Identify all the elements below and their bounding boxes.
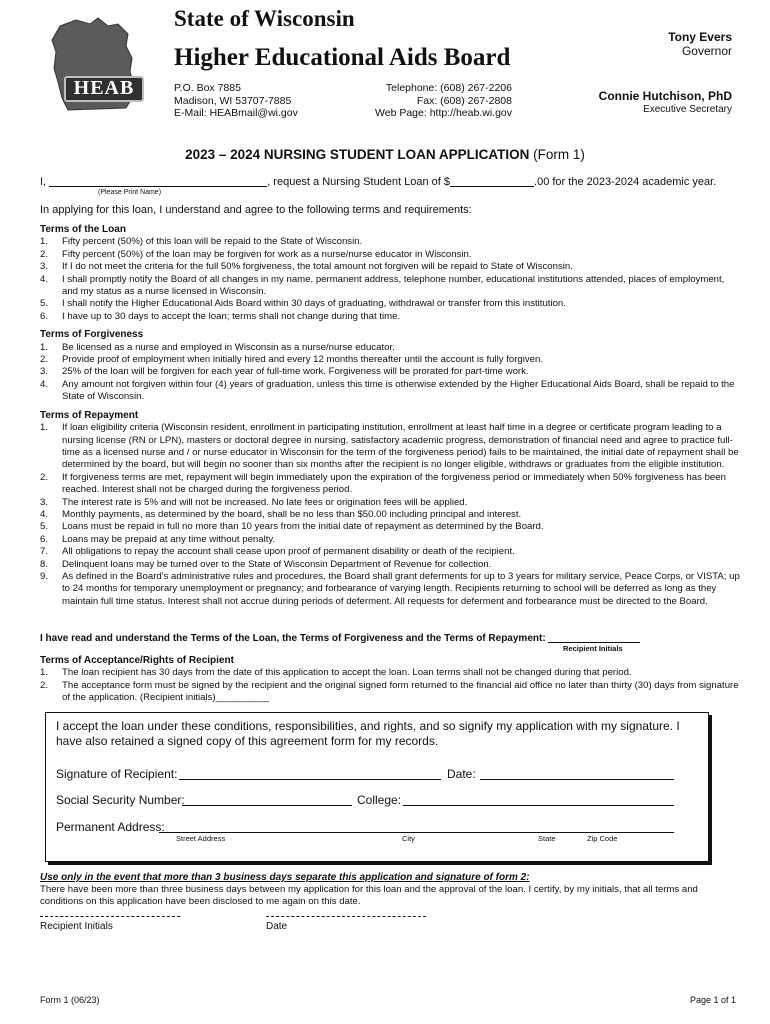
list-item: 3. If I do not meet the criteria for the full 50% forgiveness, the total amount not forgiven will be repaid to State of Wisconsin. [40,261,573,273]
item-text: Fifty percent (50%) of the loan may be forgiven for work as a nurse/nurse educator in Wisconsin. [62,248,472,260]
request-i: I, [40,176,47,188]
date-label: Date: [447,767,476,781]
list-item: 4. I shall promptly notify the Board of all changes in my name, permanent address, telephone number, educational institutions attended, places of employment, and my status as a nurse licensed in Wisconsin. [40,273,725,298]
request-line [40,175,716,188]
request-mid: , request a Nursing Student Loan of $ [267,176,451,188]
list-item: 2. If forgiveness terms are met, repayment will begin immediately upon the expiration of the forgiveness period or immediately when 50% forgiveness has been reached. Interest shall not be charged during the forgiveness period. [40,471,726,496]
governor-name: Tony Evers [668,30,732,44]
terms-loan-list [40,236,740,323]
board-title: Higher Educational Aids Board [174,44,511,71]
state-title: State of Wisconsin [174,6,355,31]
secretary-title: Executive Secretary [643,104,732,115]
form2-text: There have been more than three business days between my application for this loan and the approval of the loan. I certify, by my initials, that all terms and conditions on this application have been disclosed to me again on this date. [40,884,698,908]
acceptance-list [40,667,740,704]
item-text: Delinquent loans may be turned over to the State of Wisconsin Department of Revenue for collection. [62,558,492,570]
contact-info [340,82,512,120]
item-text: The acceptance form must be signed by the recipient and the original signed form returned to the financial aid office no later than thirty (30) days from signature of the application. (Recipient initials)__________ [62,679,739,704]
ack-text: I have read and understand the Terms of the Loan, the Terms of Forgiveness and the Terms of Repayment: [40,633,546,644]
acceptance-heading: Terms of Acceptance/Rights of Recipient [40,655,234,666]
mailing-address [174,82,298,120]
date-field[interactable] [480,779,674,780]
item-text: 25% of the loan will be forgiven for each year of full-time work. Forgiveness will be prorated for part-time work. [62,366,529,378]
item-text: Monthly payments, as determined by the board, shall be no less than $50.00 including principal and interest. [62,508,522,520]
list-item: 3. 25% of the loan will be forgiven for each year of full-time work. Forgiveness will be prorated for part-time work. [40,366,529,378]
request-end: .00 for the 2023-2024 academic year. [534,176,717,188]
form-title-text: 2023 – 2024 NURSING STUDENT LOAN APPLICATION [185,147,530,162]
ack-initials-field[interactable] [548,632,640,643]
item-text: Loans may be prepaid at any time without penalty. [62,533,276,545]
item-text: All obligations to repay the account shall cease upon proof of permanent disability or death of the recipient. [62,546,515,558]
street-label: Street Address [176,834,226,843]
form-title [0,147,770,162]
item-text: If loan eligibility criteria (Wisconsin resident, enrollment in participating institution, enrollment at least half time in a degree or certificate program leading to a nursing license (RN or LPN), masters or doctoral degree in nursing, satisfactory academic progress, demonstration of financial need and agree to practice full-time as a licensed nurse and / or nurse educator in Wisconsin for the term of the forgiveness period) fails to be maintained, the initial date of repayment shall be determined by the board, but will begin no sooner than six months after the recipient is no longer eligible, withdraws or graduates from the eligible institution. [62,422,739,471]
form2-initials-label: Recipient Initials [40,921,113,932]
list-item: 2. Provide proof of employment when initially hired and every 12 months thereafter until the account is fully forgiven. [40,354,544,366]
list-item: 4. Any amount not forgiven within four (4) years of graduation, unless this time is otherwise extended by the Higher Educational Aids Board, shall be repaid to the State of Wisconsin. [40,378,735,403]
form-number: (Form 1) [533,147,585,162]
college-label: College: [357,793,402,807]
item-text: If I do not meet the criteria for the full 50% forgiveness, the total amount not forgiven will be repaid to State of Wisconsin. [62,261,573,273]
state-label: State [538,834,556,843]
terms-repayment-heading: Terms of Repayment [40,409,139,421]
heab-logo [46,12,152,116]
zip-label: Zip Code [587,834,618,843]
address-field[interactable] [159,832,674,833]
city-label: City [402,834,415,843]
form2-initials-field[interactable] [40,916,180,917]
form-id: Form 1 (06/23) [40,995,100,1005]
item-text: I have up to 30 days to accept the loan; terms shall not change during that time. [62,310,401,322]
item-text: I shall notify the Higher Educational Aids Board within 30 days of graduating, withdrawal or transfer from this institution. [62,298,566,310]
list-item: 8. Delinquent loans may be turned over to the State of Wisconsin Department of Revenue for collection. [40,558,492,570]
name-field[interactable] [49,175,267,187]
list-item: 2. Fifty percent (50%) of the loan may be forgiven for work as a nurse/nurse educator in Wisconsin. [40,248,472,260]
po-box: P.O. Box 7885 [174,82,241,94]
item-text: The loan recipient has 30 days from the date of this application to accept the loan. Loan terms shall not be changed during that period. [62,667,632,679]
ack-line [40,632,640,644]
acceptance-statement: I accept the loan under these conditions, responsibilities, and rights, and so signify my application with my signature. I have also retained a signed copy of this agreement form for my records. [56,719,680,748]
item-text: If forgiveness terms are met, repayment will begin immediately upon the expiration of the forgiveness period or immediately when 50% forgiveness has been reached. Interest shall not be charged during the forgiveness period. [62,471,726,496]
list-item: 6. I have up to 30 days to accept the loan; terms shall not change during that time. [40,310,401,322]
city-zip: Madison, WI 53707-7885 [174,94,292,107]
telephone: Telephone: (608) 267-2206 [385,82,512,94]
web-page[interactable]: Web Page: http://heab.wi.gov [375,107,512,119]
ack-initials-label: Recipient Initials [563,644,623,653]
item-text: Any amount not forgiven within four (4) years of graduation, unless this time is otherwise extended by the Higher Educational Aids Board, shall be repaid to the State of Wisconsin. [62,378,735,403]
list-item: 2. The acceptance form must be signed by the recipient and the original signed form returned to the financial aid office no later than thirty (30) days from signature of the application. (Recipient initials)__________ [40,679,739,704]
list-item: 4. Monthly payments, as determined by the board, shall be no less than $50.00 including principal and interest. [40,508,522,520]
item-text: Fifty percent (50%) of this loan will be repaid to the State of Wisconsin. [62,236,363,248]
email[interactable]: E-Mail: HEABmail@wi.gov [174,107,298,119]
terms-loan-heading: Terms of the Loan [40,224,126,235]
address-label: Permanent Address: [56,820,165,834]
governor-title: Governor [681,44,732,58]
form2-date-field[interactable] [266,916,426,917]
college-field[interactable] [403,805,674,806]
item-text: Provide proof of employment when initially hired and every 12 months thereafter until the account is fully forgiven. [62,354,544,366]
list-item: 1. If loan eligibility criteria (Wisconsin resident, enrollment in participating institution, enrollment at least half time in a degree or certificate program leading to a nursing license (RN or LPN), masters or doctoral degree in nursing, satisfactory academic progress, demonstration of financial need and agree to practice full-time as a licensed nurse and / or nurse educator in Wisconsin for the term of the forgiveness period) fails to be maintained, the initial date of repayment shall be determined by the board, but will begin no sooner than six months after the recipient is no longer eligible, withdraws or graduates from the eligible institution. [40,422,739,471]
item-text: Be licensed as a nurse and employed in Wisconsin as a nurse/nurse educator. [62,341,395,353]
list-item: 6. Loans may be prepaid at any time without penalty. [40,533,276,545]
list-item: 1. The loan recipient has 30 days from the date of this application to accept the loan. Loan terms shall not be changed during that period. [40,667,632,679]
acceptance-section [40,655,740,705]
list-item: 5. Loans must be repaid in full no more than 10 years from the initial date of repayment as determined by the Board. [40,521,544,533]
terms-repayment-list [40,422,740,608]
page-number: Page 1 of 1 [689,995,736,1005]
form2-date-label: Date [266,921,288,932]
terms-section [40,224,740,608]
list-item: 1. Be licensed as a nurse and employed in Wisconsin as a nurse/nurse educator. [40,341,395,353]
list-item: 5. I shall notify the Higher Educational Aids Board within 30 days of graduating, withdrawal or transfer from this institution. [40,298,566,310]
print-name-label: (Please Print Name) [98,189,162,196]
ssn-label: Social Security Number: [56,793,185,807]
signature-label: Signature of Recipient: [56,767,178,781]
list-item: 9. As defined in the Board's administrative rules and procedures, the Board shall grant deferments for up to 3 years for military service, Peace Corps, or VISTA; up to 24 months for temporary unemployment or pregnancy; and forbearance of varying length. Recipients returning to school will be deferred as long as they maintain full time status. Interest shall not accrue during periods of deferment. All requests for deferment and forbearance must be directed to the Board. [40,570,740,607]
list-item: 1. Fifty percent (50%) of this loan will be repaid to the State of Wisconsin. [40,236,363,248]
item-text: As defined in the Board's administrative rules and procedures, the Board shall grant deferments for up to 3 years for military service, Peace Corps, or VISTA; up to 24 months for temporary unemployment or pregnancy; and forbearance of varying length. Recipients returning to school will be deferred as long as they maintain full time status. Interest shall not accrue during periods of deferment. All requests for deferment and forbearance must be directed to the Board. [62,570,740,607]
terms-forgiveness-heading: Terms of Forgiveness [40,329,144,341]
item-text: Loans must be repaid in full no more than 10 years from the initial date of repayment as determined by the Board. [62,521,544,533]
list-item: 7. All obligations to repay the account shall cease upon proof of permanent disability or death of the recipient. [40,546,515,558]
list-item: 3. The interest rate is 5% and will not be increased. No late fees or origination fees will be applied. [40,496,468,508]
form2-heading: Use only in the event that more than 3 business days separate this application and signature of form 2: [40,872,530,883]
item-text: I shall promptly notify the Board of all changes in my name, permanent address, telephone number, educational institutions attended, places of employment, and my status as a nurse licensed in Wisconsin. [62,273,725,298]
ssn-field[interactable] [182,805,352,806]
signature-box [45,712,709,862]
terms-forgiveness-list [40,342,740,404]
item-text: The interest rate is 5% and will not be increased. No late fees or origination fees will be applied. [62,496,468,508]
logo-text: HEAB [73,77,135,99]
loan-amount-field[interactable] [450,175,534,187]
fax: Fax: (608) 267-2808 [416,94,512,107]
signature-field[interactable] [179,779,441,780]
secretary-name: Connie Hutchison, PhD [598,89,732,103]
intro-text: In applying for this loan, I understand and agree to the following terms and requirements: [40,204,472,216]
